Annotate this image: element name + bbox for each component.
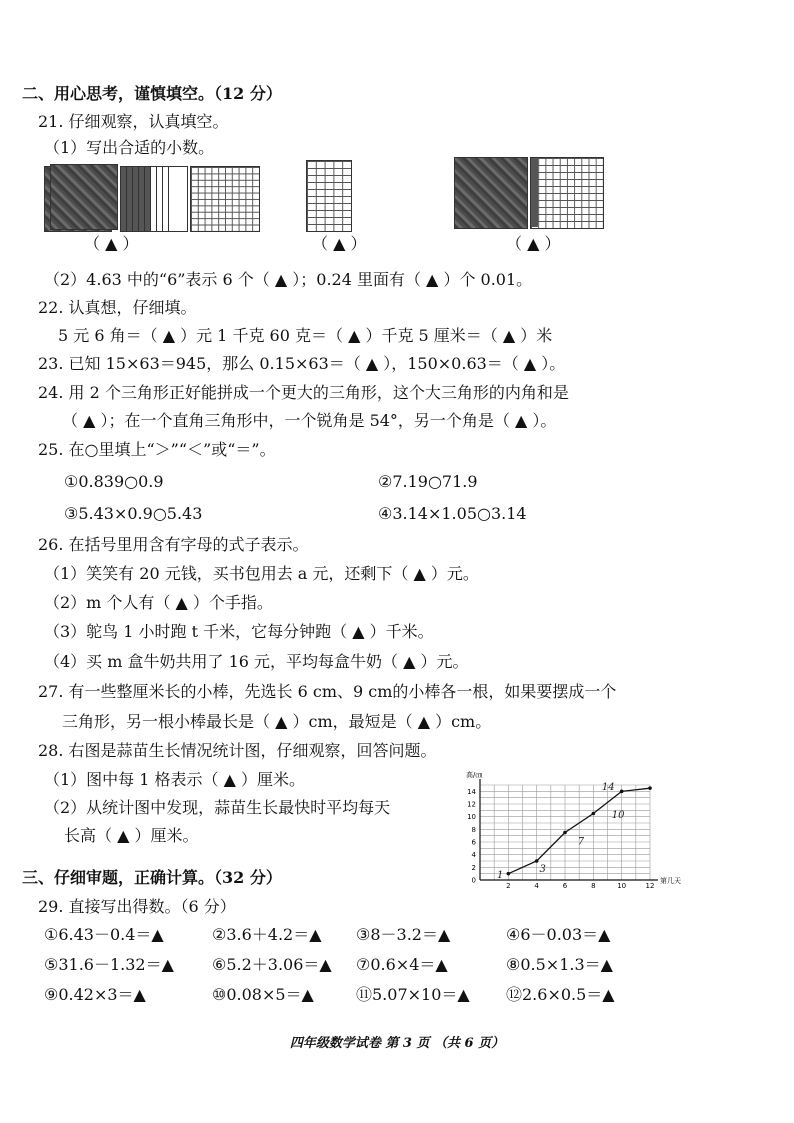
q27-line1: 27. 有一些整厘米长的小棒，先选长 6 cm、9 cm的小棒各一根，如果要摆成一个 — [38, 682, 617, 701]
q29-item: ⑦0.6×4＝▲ — [356, 955, 448, 974]
q25-stem: 25. 在○里填上“＞”“＜”或“＝”。 — [38, 440, 276, 459]
y-tick-label: 10 — [467, 813, 476, 822]
q29-item: ⑤31.6－1.32＝▲ — [44, 955, 174, 974]
q28-part2a: （2）从统计图中发现，蒜苗生长最快时平均每天 — [44, 798, 391, 817]
y-tick-label: 8 — [471, 825, 476, 834]
q26-part4: （4）买 m 盒牛奶共用了 16 元，平均每盒牛奶（ ▲ ）元。 — [44, 652, 469, 671]
section2-title: 二、用心思考，谨慎填空。（12 分） — [22, 84, 282, 103]
q29-stem: 29. 直接写出得数。（6 分） — [38, 897, 236, 916]
q28-part1: （1）图中每 1 格表示（ ▲ ）厘米。 — [44, 770, 306, 789]
q29-item: ⑥5.2＋3.06＝▲ — [212, 955, 332, 974]
q22-line: 5 元 6 角＝（ ▲ ）元 1 千克 60 克＝（ ▲ ）千克 5 厘米＝（ ▲ ）米 — [58, 326, 553, 345]
section3-title: 三、仔细审题，正确计算。（32 分） — [22, 868, 282, 887]
q24-line2: （ ▲ ）；在一个直角三角形中，一个锐角是 54°，另一个角是（ ▲ ）。 — [62, 411, 557, 430]
data-point — [563, 831, 567, 835]
data-point — [507, 872, 511, 876]
page-footer: 四年级数学试卷 第 3 页 （共 6 页） — [289, 1036, 505, 1051]
q29-item: ⑫2.6×0.5＝▲ — [506, 985, 615, 1004]
y-tick-label: 14 — [467, 787, 476, 796]
q28-stem: 28. 右图是蒜苗生长情况统计图，仔细观察，回答问题。 — [38, 741, 437, 760]
q29-item: ④6－0.03＝▲ — [506, 925, 611, 944]
q21-part1: （1）写出合适的小数。 — [44, 138, 215, 157]
y-tick-label: 6 — [471, 838, 476, 847]
q29-item: ⑨0.42×3＝▲ — [44, 985, 146, 1004]
q21-blank-1: （ ▲ ） — [84, 234, 139, 253]
decimal-figure-3 — [454, 157, 604, 229]
q23-line: 23. 已知 15×63＝945，那么 0.15×63＝（ ▲ ），150×0.63＝（ ▲ ）。 — [38, 354, 566, 373]
q28-part2b: 长高（ ▲ ）厘米。 — [64, 826, 199, 845]
q29-item: ②3.6＋4.2＝▲ — [212, 925, 322, 944]
q25-item-4: ④3.14×1.05○3.14 — [378, 504, 527, 523]
q26-stem: 26. 在括号里用含有字母的式子表示。 — [38, 535, 309, 554]
q26-part1: （1）笑笑有 20 元钱，买书包用去 a 元，还剩下（ ▲ ）元。 — [44, 564, 479, 583]
handwritten-annotation: 10 — [611, 809, 625, 821]
y-tick-label: 0 — [471, 876, 476, 885]
q25-item-2: ②7.19○71.9 — [378, 472, 478, 491]
q29-item: ①6.43－0.4＝▲ — [44, 925, 164, 944]
q29-item: ⑪5.07×10＝▲ — [356, 985, 470, 1004]
decimal-figure-1 — [44, 164, 260, 232]
x-axis-label: 第几天 — [660, 877, 681, 885]
q26-part2: （2）m 个人有（ ▲ ）个手指。 — [44, 593, 273, 612]
q22-stem: 22. 认真想，仔细填。 — [38, 298, 197, 317]
handwritten-annotation: 3 — [539, 863, 546, 875]
q25-item-3: ③5.43×0.9○5.43 — [64, 504, 203, 523]
handwritten-annotation: 7 — [577, 836, 585, 848]
q29-item: ③8－3.2＝▲ — [356, 925, 451, 944]
x-tick-label: 10 — [617, 882, 627, 888]
data-point — [648, 786, 652, 790]
handwritten-annotation: 14 — [601, 782, 615, 794]
q21-blank-3: （ ▲ ） — [506, 234, 561, 253]
decimal-figure-2 — [306, 160, 352, 232]
data-point — [535, 859, 539, 863]
x-tick-label: 2 — [506, 882, 511, 888]
garlic-growth-line-chart — [456, 770, 688, 888]
q29-item: ⑧0.5×1.3＝▲ — [506, 955, 613, 974]
data-point — [620, 790, 624, 794]
x-tick-label: 12 — [645, 882, 655, 888]
y-axis-label: 高/㎝ — [466, 771, 483, 779]
q24-line1: 24. 用 2 个三角形正好能拼成一个更大的三角形，这个大三角形的内角和是 — [38, 383, 569, 402]
q27-line2: 三角形，另一根小棒最长是（ ▲ ）cm，最短是（ ▲ ）cm。 — [62, 712, 492, 731]
y-tick-label: 12 — [467, 800, 476, 809]
q29-item: ⑩0.08×5＝▲ — [212, 985, 314, 1004]
x-tick-label: 6 — [562, 882, 568, 888]
q25-item-1: ①0.839○0.9 — [64, 472, 164, 491]
y-tick-label: 2 — [471, 863, 476, 872]
handwritten-annotation: 1 — [497, 870, 504, 882]
x-tick-label: 8 — [591, 882, 596, 888]
q26-part3: （3）鸵鸟 1 小时跑 t 千米，它每分钟跑（ ▲ ）千米。 — [44, 622, 434, 641]
q21-part2: （2）4.63 中的“6”表示 6 个（ ▲ ）；0.24 里面有（ ▲ ）个 0.01。 — [44, 270, 533, 289]
x-tick-label: 4 — [534, 882, 539, 888]
data-point — [592, 812, 596, 816]
q21-stem: 21. 仔细观察，认真填空。 — [38, 112, 229, 131]
q21-blank-2: （ ▲ ） — [312, 234, 367, 253]
y-tick-label: 4 — [471, 851, 476, 860]
